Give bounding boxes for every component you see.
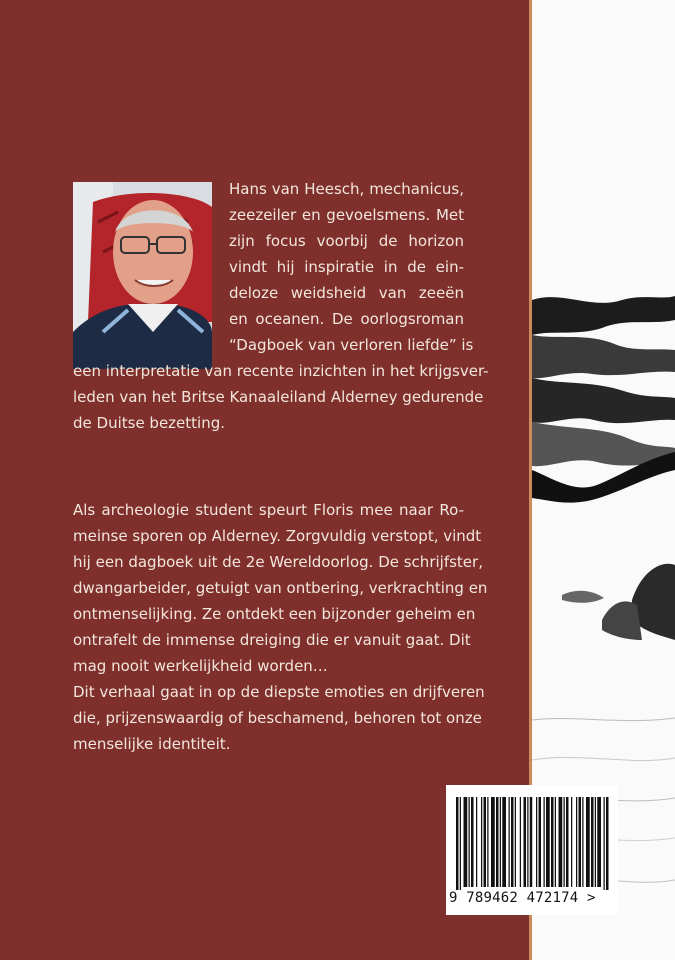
barcode-bar xyxy=(551,797,554,887)
barcode-bar xyxy=(481,797,482,887)
barcode-bar xyxy=(546,797,550,887)
barcode-bar xyxy=(536,797,537,887)
blurb-line: Als archeologie student speurt Floris mee naar Ro- xyxy=(73,501,464,519)
barcode-bar xyxy=(484,797,487,887)
blurb-line: hij een dagboek uit de 2e Wereldoorlog. De schrijfster, xyxy=(73,553,483,571)
barcode-bar xyxy=(515,797,516,887)
barcode-bar xyxy=(502,797,506,887)
barcode-bar xyxy=(591,797,594,887)
blurb-line: menselijke identiteit. xyxy=(73,735,231,753)
bio-line: zeezeiler en gevoelsmens. Met xyxy=(229,206,464,224)
bio-line: zijn focus voorbij de horizon xyxy=(229,232,464,250)
book-blurb xyxy=(73,497,488,757)
barcode-bar xyxy=(582,797,583,887)
barcode-bar xyxy=(539,797,542,887)
bio-line: een interpretatie van recente inzichten in het krijgsver- xyxy=(73,362,489,380)
barcode-bar xyxy=(576,797,577,887)
bio-line: Hans van Heesch, mechanicus, xyxy=(229,180,464,198)
barcode-bar xyxy=(595,797,596,887)
blurb-line: die, prijzenswaardig of beschamend, behoren tot onze xyxy=(73,709,482,727)
barcode-bar xyxy=(579,797,582,887)
barcode-bar xyxy=(456,797,459,890)
blurb-line: ontmenselijking. Ze ontdekt een bijzonder geheim en xyxy=(73,605,476,623)
barcode-bar xyxy=(564,797,565,887)
barcode-bar xyxy=(520,797,521,887)
blurb-line: ontrafelt de immense dreiging die er vanuit gaat. Dit xyxy=(73,631,471,649)
barcode-bar xyxy=(511,797,514,887)
blurb-line: mag nooit werkelijkheid worden… xyxy=(73,657,328,675)
barcode-bar xyxy=(527,797,528,887)
barcode-bar xyxy=(559,797,563,887)
barcode-bar xyxy=(500,797,501,887)
barcode-bar xyxy=(604,797,605,890)
barcode-bar xyxy=(606,797,609,890)
barcode-bar xyxy=(597,797,601,887)
bio-line: en oceanen. De oorlogsroman xyxy=(229,310,464,328)
bio-line: deloze weidsheid van zeeën xyxy=(229,284,464,302)
blurb-line: meinse sporen op Alderney. Zorgvuldig verstopt, vindt xyxy=(73,527,482,545)
barcode-bar xyxy=(566,797,569,887)
barcode-bar xyxy=(544,797,545,887)
barcode-bar xyxy=(530,797,533,887)
barcode-bar xyxy=(487,797,488,887)
barcode-bar xyxy=(460,797,461,890)
isbn-number: 9 789462 472174 > xyxy=(449,890,596,906)
barcode-bar xyxy=(491,797,495,887)
barcode-bar xyxy=(509,797,510,887)
author-bio xyxy=(73,176,489,436)
barcode-bar xyxy=(555,797,556,887)
barcode-bar xyxy=(571,797,572,887)
barcode-bar xyxy=(586,797,590,887)
barcode-bar xyxy=(496,797,499,887)
blurb-line: dwangarbeider, getuigt van ontbering, verkrachting en xyxy=(73,579,488,597)
barcode-bar xyxy=(469,797,470,887)
bio-line: de Duitse bezetting. xyxy=(73,414,226,432)
bio-line: vindt hij inspiratie in de ein- xyxy=(229,258,464,276)
barcode-bar xyxy=(471,797,474,887)
barcode-bar xyxy=(524,797,527,887)
barcode-bar xyxy=(476,797,477,887)
bio-line: leden van het Britse Kanaaleiland Alderney gedurende xyxy=(73,388,484,406)
blurb-line: Dit verhaal gaat in op de diepste emoties en drijfveren xyxy=(73,683,485,701)
bio-line: “Dagboek van verloren liefde” is xyxy=(229,336,474,354)
barcode-bar xyxy=(464,797,468,887)
